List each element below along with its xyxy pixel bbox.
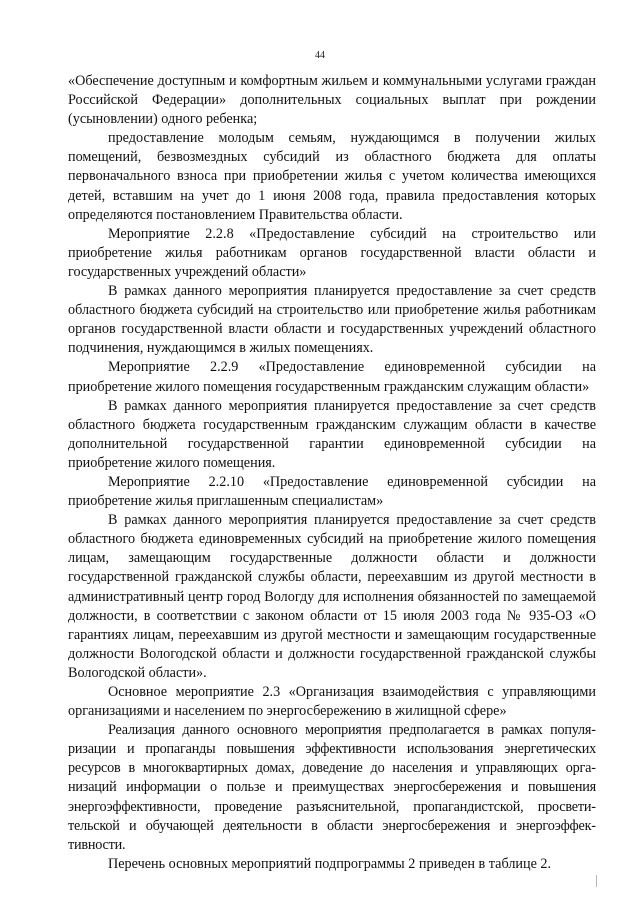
paragraph-main-measure-2-3-heading: Основное мероприятие 2.3 «Организация взаимодействия с управляющими организациями и населением по энергосбережению в жилищной сфере» <box>68 684 596 720</box>
paragraph-measure-2-2-9-heading: Мероприятие 2.2.9 «Предоставление единовременной субсидии на приобретение жилого помещения государственным гражданским служащим области» <box>68 359 596 395</box>
paragraph-measure-2-2-10-body: В рамках данного мероприятия планируется предоставление за счет средств областного бюджета единовременных субсидий на приобретение жилого помещения лицам, замещающим государственные должности области и должности государственной гражданской службы области, переехавшим из другой местности в административный центр город Вологду для исполнения обязанностей по замещаемой должности, в соответствии с законом области от 15 июля 2003 года № 935-ОЗ «О гарантиях лицам, переехавшим из другой местности и замещающим государственные должности Вологодской области и должности государственной гражданской службы Вологодской области». <box>68 512 596 681</box>
paragraph-measure-2-2-10-heading: Мероприятие 2.2.10 «Предоставление единовременной субсидии на приобретение жилья приглашенным специалистам» <box>68 473 596 510</box>
paragraph-measure-2-2-8-heading: Мероприятие 2.2.8 «Предоставление субсидий на строительство или приобретение жилья работникам органов государственной власти области и государственных учреждений области» <box>68 225 596 280</box>
paragraph-young-families: предоставление молодым семьям, нуждающимся в получении жилых помещений, безвозмездных субсидий из областного бюджета для оплаты первоначального взноса при приобретении жилья с учетом количества имеющихся детей, вставшим на учет до 1 июня 2008 года, правила предоставления которых определяются постановлением Правительства области. <box>68 130 596 223</box>
document-body <box>68 72 596 874</box>
paragraph-table-reference: Перечень основных мероприятий подпрограммы 2 приведен в таблице 2. <box>108 855 552 872</box>
page-number: 44 <box>315 50 325 61</box>
scan-edge-mark <box>596 875 597 887</box>
paragraph-main-measure-2-3-body: Реализация данного основного мероприятия предполагается в рамках популяризации и пропаганды повышения эффективности использования энергетических ресурсов в многоквартирных домах, доведение до населения и управляющих организаций информации о пользе и преимуществах энергосбережения и повышения энергоэффективности, проведение разъяснительной, пропагандистской, просветительской и обучающей деятельности в области энергосбережения и энергоэффективности. <box>68 722 596 853</box>
paragraph-continuation: «Обеспечение доступным и комфортным жильем и коммунальными услугами граждан Российской Федерации» дополнительных социальных выплат при рождении (усыновлении) одного ребенка; <box>68 73 596 128</box>
paragraph-measure-2-2-8-body: В рамках данного мероприятия планируется предоставление за счет средств областного бюджета субсидий на строительство или приобретение жилья работникам органов государственной власти области и государственных учреждений областного подчинения, нуждающимся в жилых помещениях. <box>68 283 596 357</box>
paragraph-measure-2-2-9-body: В рамках данного мероприятия планируется предоставление за счет средств областного бюджета государственным гражданским служащим области в качестве дополнительной государственной гарантии единовременной субсидии на приобретение жилого помещения. <box>68 397 596 471</box>
